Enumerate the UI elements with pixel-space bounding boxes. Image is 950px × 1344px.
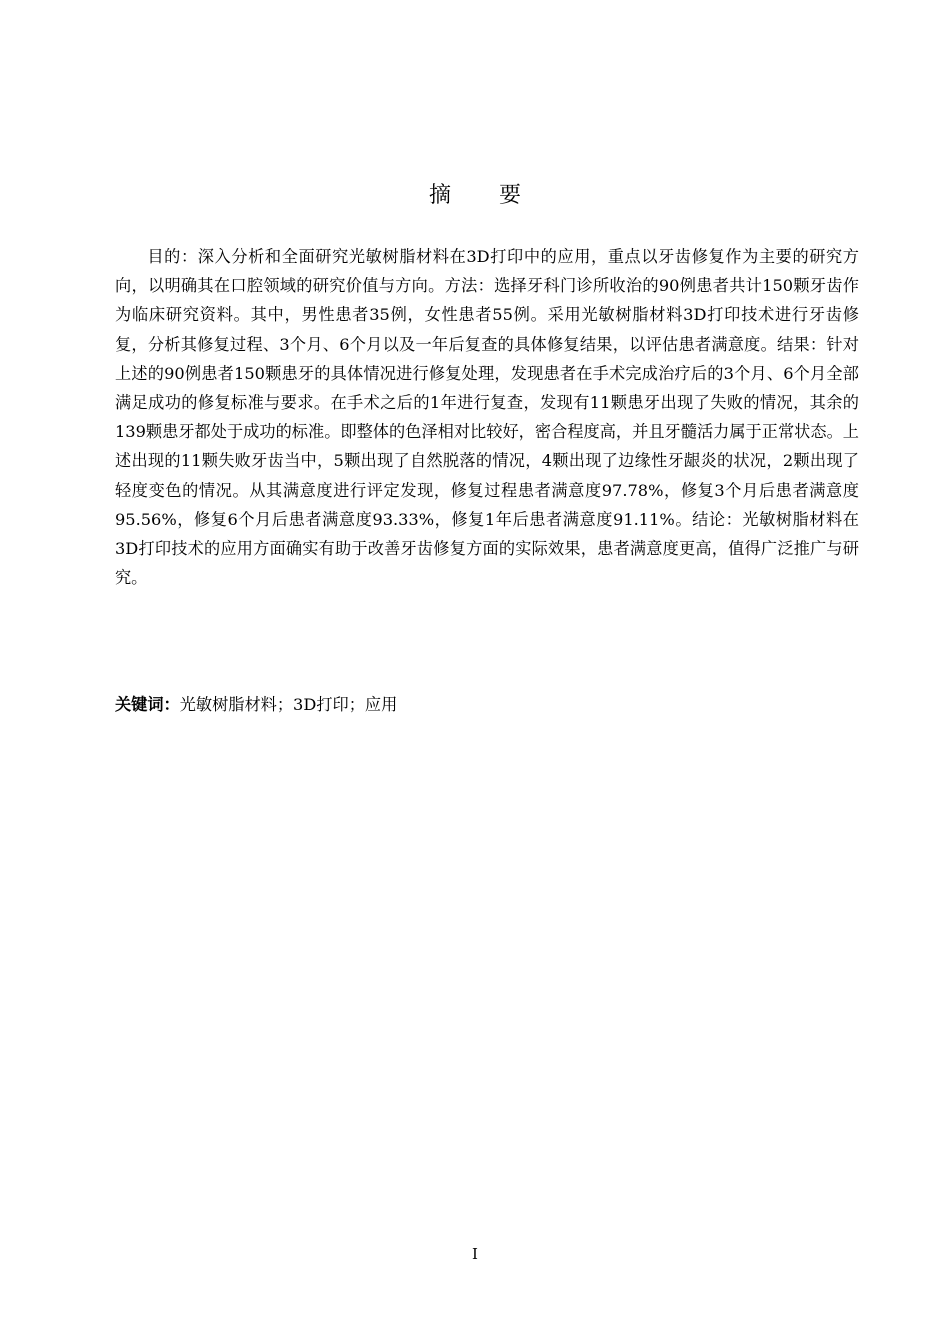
- abstract-title-char-1: 摘: [428, 183, 451, 208]
- page-number: I: [472, 1245, 478, 1263]
- keywords-label: 关键词：: [115, 695, 180, 714]
- keywords-value: 光敏树脂材料；3D打印；应用: [179, 695, 398, 714]
- abstract-title-char-2: 要: [499, 183, 522, 208]
- abstract-title: [0, 178, 950, 209]
- abstract-body: 目的：深入分析和全面研究光敏树脂材料在3D打印中的应用，重点以牙齿修复作为主要的研究方向，以明确其在口腔领域的研究价值与方向。方法：选择牙科门诊所收治的90例患者共计150颗牙齿作为临床研究资料。其中，男性患者35例，女性患者55例。采用光敏树脂材料3D打印技术进行牙齿修复，分析其修复过程、3个月、6个月以及一年后复查的具体修复结果，以评估患者满意度。结果：针对上述的90例患者150颗患牙的具体情况进行修复处理，发现患者在手术完成治疗后的3个月、6个月全部满足成功的修复标准与要求。在手术之后的1年进行复查，发现有11颗患牙出现了失败的情况，其余的139颗患牙都处于成功的标准。即整体的色泽相对比较好，密合程度高，并且牙髓活力属于正常状态。上述出现的11颗失败牙齿当中，5颗出现了自然脱落的情况，4颗出现了边缘性牙龈炎的状况，2颗出现了轻度变色的情况。从其满意度进行评定发现，修复过程患者满意度97.78%，修复3个月后患者满意度95.56%，修复6个月后患者满意度93.33%，修复1年后患者满意度91.11%。结论：光敏树脂材料在3D打印技术的应用方面确实有助于改善牙齿修复方面的实际效果，患者满意度更高，值得广泛推广与研究。: [115, 247, 859, 588]
- keywords-line: [115, 690, 859, 719]
